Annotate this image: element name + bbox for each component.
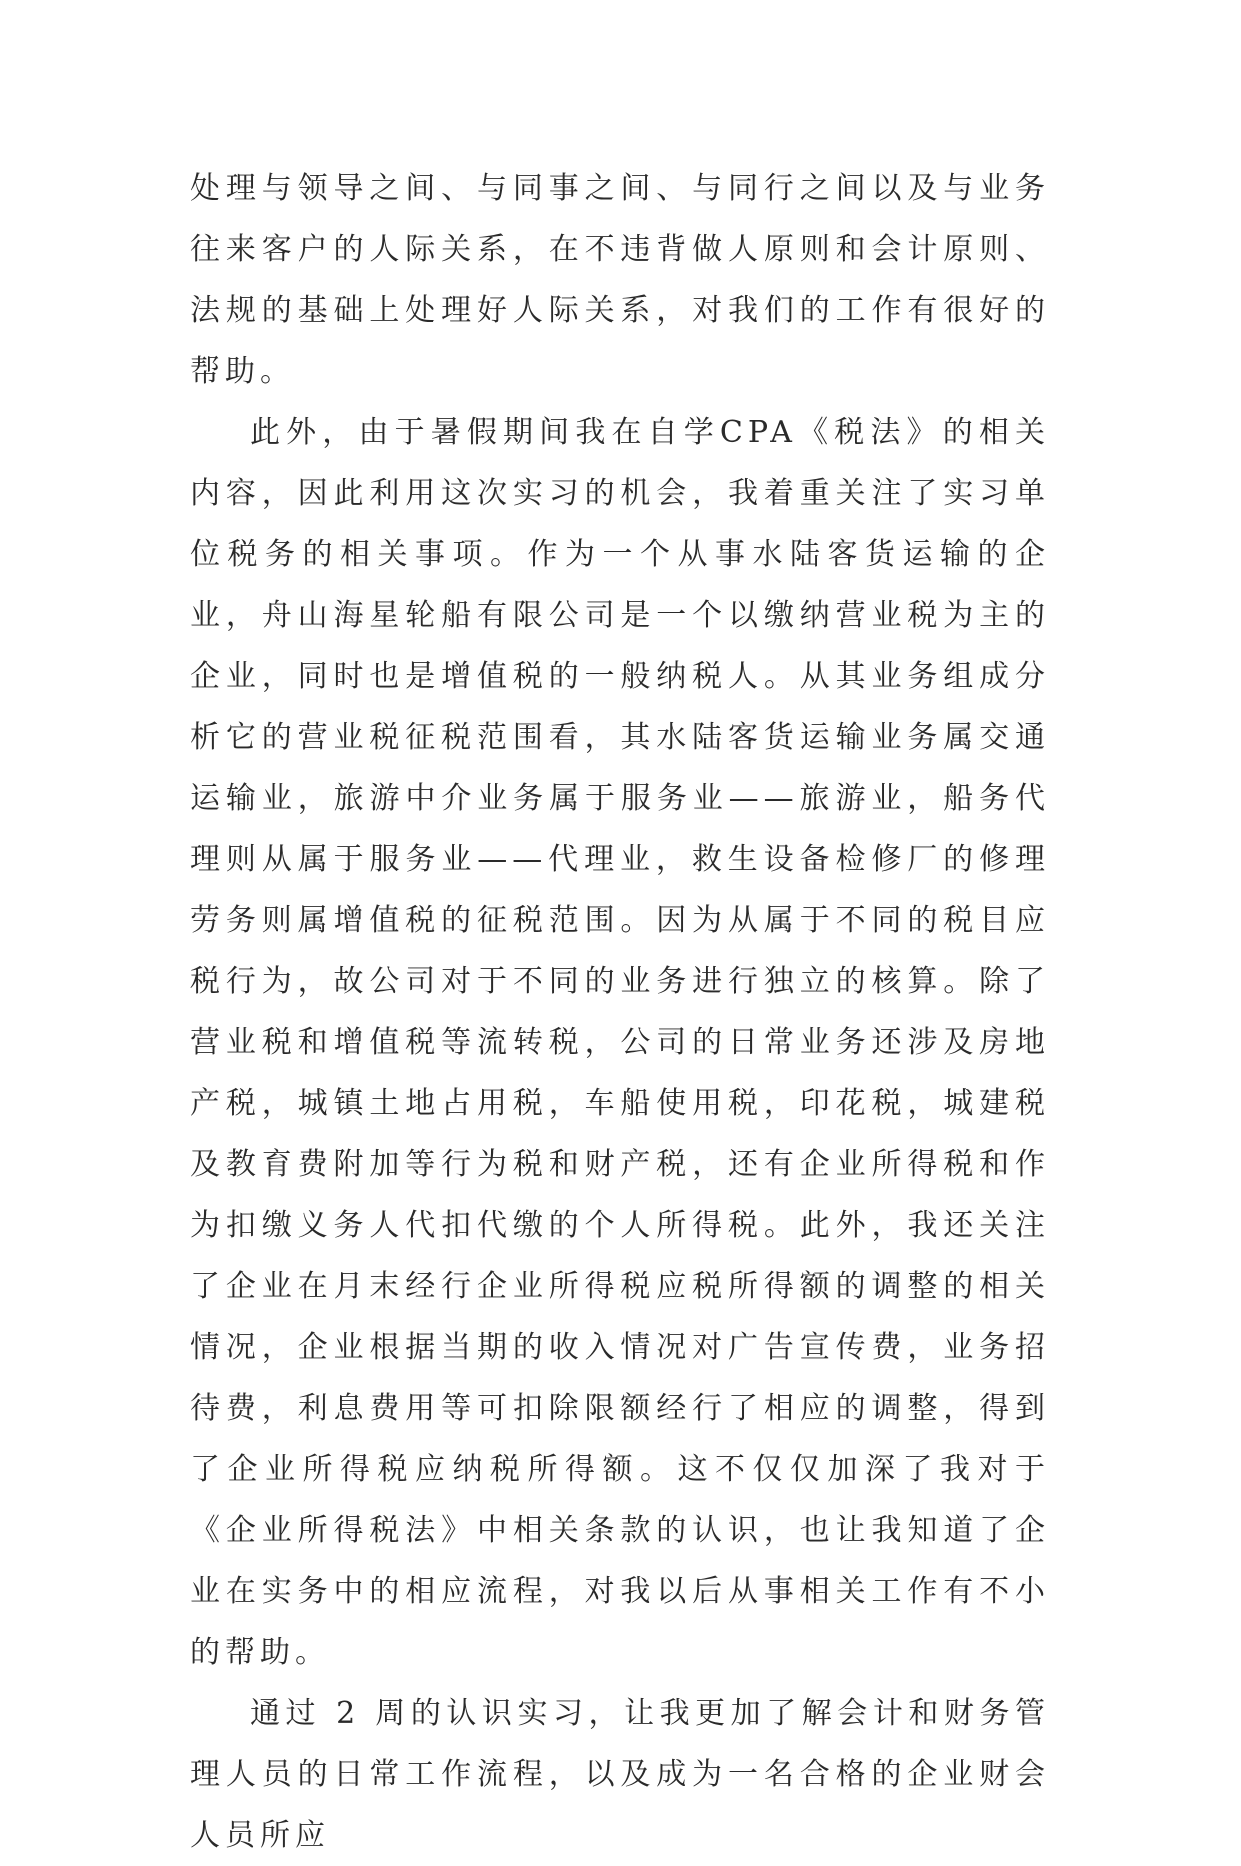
paragraph-2: 此外，由于暑假期间我在自学CPA《税法》的相关内容，因此利用这次实习的机会，我着重关注了实习单位税务的相关事项。作为一个从事水陆客货运输的企业，舟山海星轮船有限公司是一个以缴纳营业税为主的企业，同时也是增值税的一般纳税人。从其业务组成分析它的营业税征税范围看，其水陆客货运输业务属交通运输业，旅游中介业务属于服务业——旅游业，船务代理则从属于服务业——代理业，救生设备检修厂的修理劳务则属增值税的征税范围。因为从属于不同的税目应税行为，故公司对于不同的业务进行独立的核算。除了营业税和增值税等流转税，公司的日常业务还涉及房地产税，城镇土地占用税，车船使用税，印花税，城建税及教育费附加等行为税和财产税，还有企业所得税和作为扣缴义务人代扣代缴的个人所得税。此外，我还关注了企业在月末经行企业所得税应税所得额的调整的相关情况，企业根据当期的收入情况对广告宣传费，业务招待费，利息费用等可扣除限额经行了相应的调整，得到了企业所得税应纳税所得额。这不仅仅加深了我对于《企业所得税法》中相关条款的认识，也让我知道了企业在实务中的相应流程，对我以后从事相关工作有不小的帮助。 [190,415,1050,1670]
paragraph-1: 处理与领导之间、与同事之间、与同行之间以及与业务往来客户的人际关系，在不违背做人原则和会计原则、法规的基础上处理好人际关系，对我们的工作有很好的帮助。 [190,171,1050,389]
paragraph-3: 通过 2 周的认识实习，让我更加了解会计和财务管理人员的日常工作流程，以及成为一名合格的企业财会人员所应 [190,1696,1050,1853]
body-text [190,158,1050,1866]
